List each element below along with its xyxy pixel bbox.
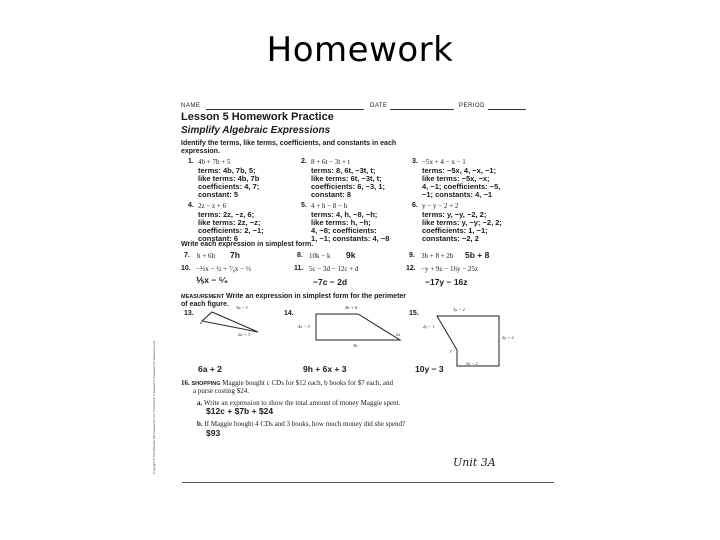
answer-line: like terms: h, −h; [311,218,371,227]
shopping-label: SHOPPING [191,381,221,387]
measurement-text: Write an expression in simplest form for the perimeter [226,293,407,300]
figure-answer: 9h + 6x + 3 [303,364,347,374]
answer-line: like terms: y, −y; −2, 2; [422,218,502,227]
side-label: 3a − 1 [236,305,249,310]
problem-expression: 3b + 8 + 2b [421,252,454,260]
problem-number: 6. [412,202,418,209]
figure-number: 15. [409,310,419,317]
copyright-margin [151,297,157,517]
answer-line: 4, −1; coefficients: −5, [422,182,501,191]
measurement-instruction [181,293,406,301]
section1-instruction-2: expression. [181,148,220,155]
measurement-instruction-2: of each figure. [181,301,229,308]
figure-answer: 6a + 2 [198,364,222,374]
lesson-title: Lesson 5 Homework Practice [181,111,334,123]
answer-line: constant: 8 [311,190,352,199]
problem-number: 2. [301,158,307,165]
copyright-text: Copyright © The McGraw-Hill Companies, Inc. Permission is granted to reproduce for classroom use. [152,339,156,475]
problem-16-text: Maggie bought c CDs for $12 each, b books for $7 each, and [222,379,393,387]
problem-answer: −7c − 2d [313,277,348,287]
problem-number: 3. [412,158,418,165]
answer-line: terms: −5x, 4, −x, −1; [422,166,497,175]
problem-expression: 2z − z + 6 [198,202,227,210]
side-label: 2y + 2 [502,335,514,340]
date-label: DATE [370,103,388,109]
answer-line: 1, −1; constants: 4, −8 [311,234,390,243]
answer-line: like terms: 4b, 7b [198,174,260,183]
section1-instruction: Identify the terms, like terms, coefficients, and constants in each [181,140,397,147]
problem-number: 5. [301,202,307,209]
problem-number: 7. [184,252,190,259]
side-label: 4x − 3 [298,324,310,329]
part-question: Write an expression to show the total amount of money Maggie spent. [203,399,401,407]
side-label: 3y − 2 [466,361,478,366]
date-line [390,109,454,110]
side-label: a [200,320,203,325]
answer-line: coefficients: 1, −1; [422,226,488,235]
figure-number: 13. [184,310,194,317]
name-line [206,109,364,110]
side-label: 2x [396,332,401,337]
problem-number: 10. [181,265,191,272]
problem-number: 1. [188,158,194,165]
problem-expression: 8 + 6t − 3t + t [311,158,350,166]
problem-expression: h + 6h [197,252,215,260]
problem-expression: −5x + 4 − x − 1 [422,158,466,166]
quadrilateral-shape [316,314,400,340]
answer-line: like terms: 6t, −3t, t; [311,174,382,183]
problem-expression: 10k − k [309,252,331,260]
problem-expression: −⅔x − ½ + ⁷⁄₈x − ½ [196,265,252,273]
problem-answer: 5b + 8 [465,250,490,260]
problem-answer: 7h [230,250,240,260]
answer-line: like terms: −5x, −x; [422,174,490,183]
answer-line: coefficients: 4, 7; [198,182,260,191]
part-b-answer: $93 [206,428,221,438]
problem-answer: −17y − 16z [425,277,468,287]
side-label: y [450,348,452,353]
pentagon-shape [437,316,499,366]
problem-answer: ⅕x − ⁵⁄₆ [196,275,228,285]
figure-number: 14. [284,310,294,317]
answer-line: coefficients: 6, −3, 1; [311,182,385,191]
triangle-figure [200,307,262,337]
section2-instruction: Write each expression in simplest form. [181,241,314,248]
answer-line: terms: 2z, −z, 6; [198,210,255,219]
problem-expression: 4 + h − 8 − h [311,202,348,210]
period-label: PERIOD [459,103,486,109]
bottom-rule [182,482,554,483]
period-line [488,109,526,110]
problem-number: 9. [409,252,415,259]
side-label: 2y − 1 [423,324,435,329]
side-label: 3y − 2 [453,307,465,312]
answer-line: terms: 4b, 7b, 5; [198,166,256,175]
answer-line: constant: 6 [198,234,239,243]
measurement-label: MEASUREMENT [181,294,225,300]
problem-expression: y − y − 2 + 2 [422,202,459,210]
part-b-question [197,420,405,428]
side-label: 2a + 3 [238,332,251,337]
answer-line: like terms: 2z, −z; [198,218,261,227]
answer-line: constant: 5 [198,190,239,199]
part-question: If Maggie bought 4 CDs and 3 books, how much money did she spend? [204,420,406,428]
problem-expression: 5c − 3d − 12c + d [309,265,359,273]
problem-number: 8. [297,252,303,259]
answer-line: terms: 4, h, −8, −h; [311,210,378,219]
part-letter: a. [197,399,203,407]
answer-line: 4, −8; coefficients: [311,226,377,235]
triangle-shape [202,312,258,332]
problem-answer: 9k [346,250,356,260]
problem-expression: 4b + 7b + 5 [198,158,231,166]
answer-line: terms: 8, 6t, −3t, t; [311,166,376,175]
quadrilateral-figure [314,312,404,344]
worksheet [150,92,560,492]
problem-expression: −y + 9z − 16y − 25z [421,265,479,273]
problem-number: 16. [181,379,190,387]
side-label: 5h [353,343,358,348]
answer-line: coefficients: 2, −1; [198,226,264,235]
figure-answer: 10y − 3 [415,364,444,374]
problem-number: 4. [188,202,194,209]
name-label: NAME [181,103,201,109]
answer-line: constants: −2, 2 [422,234,479,243]
answer-line: terms: y, −y, −2, 2; [422,210,487,219]
problem-number: 12. [406,265,416,272]
problem-number: 11. [294,265,304,272]
part-a-answer: $12c + $7b + $24 [206,406,274,416]
slide-title: Homework [266,30,454,70]
handwritten-note: Unit 3A [453,456,496,469]
side-label: 4h + 6 [345,305,358,310]
answer-line: −1; constants: 4, −1 [422,190,493,199]
problem-16-line2: a purse costing $24. [193,387,249,395]
lesson-subtitle: Simplify Algebraic Expressions [181,125,331,136]
part-letter: b. [197,420,203,428]
